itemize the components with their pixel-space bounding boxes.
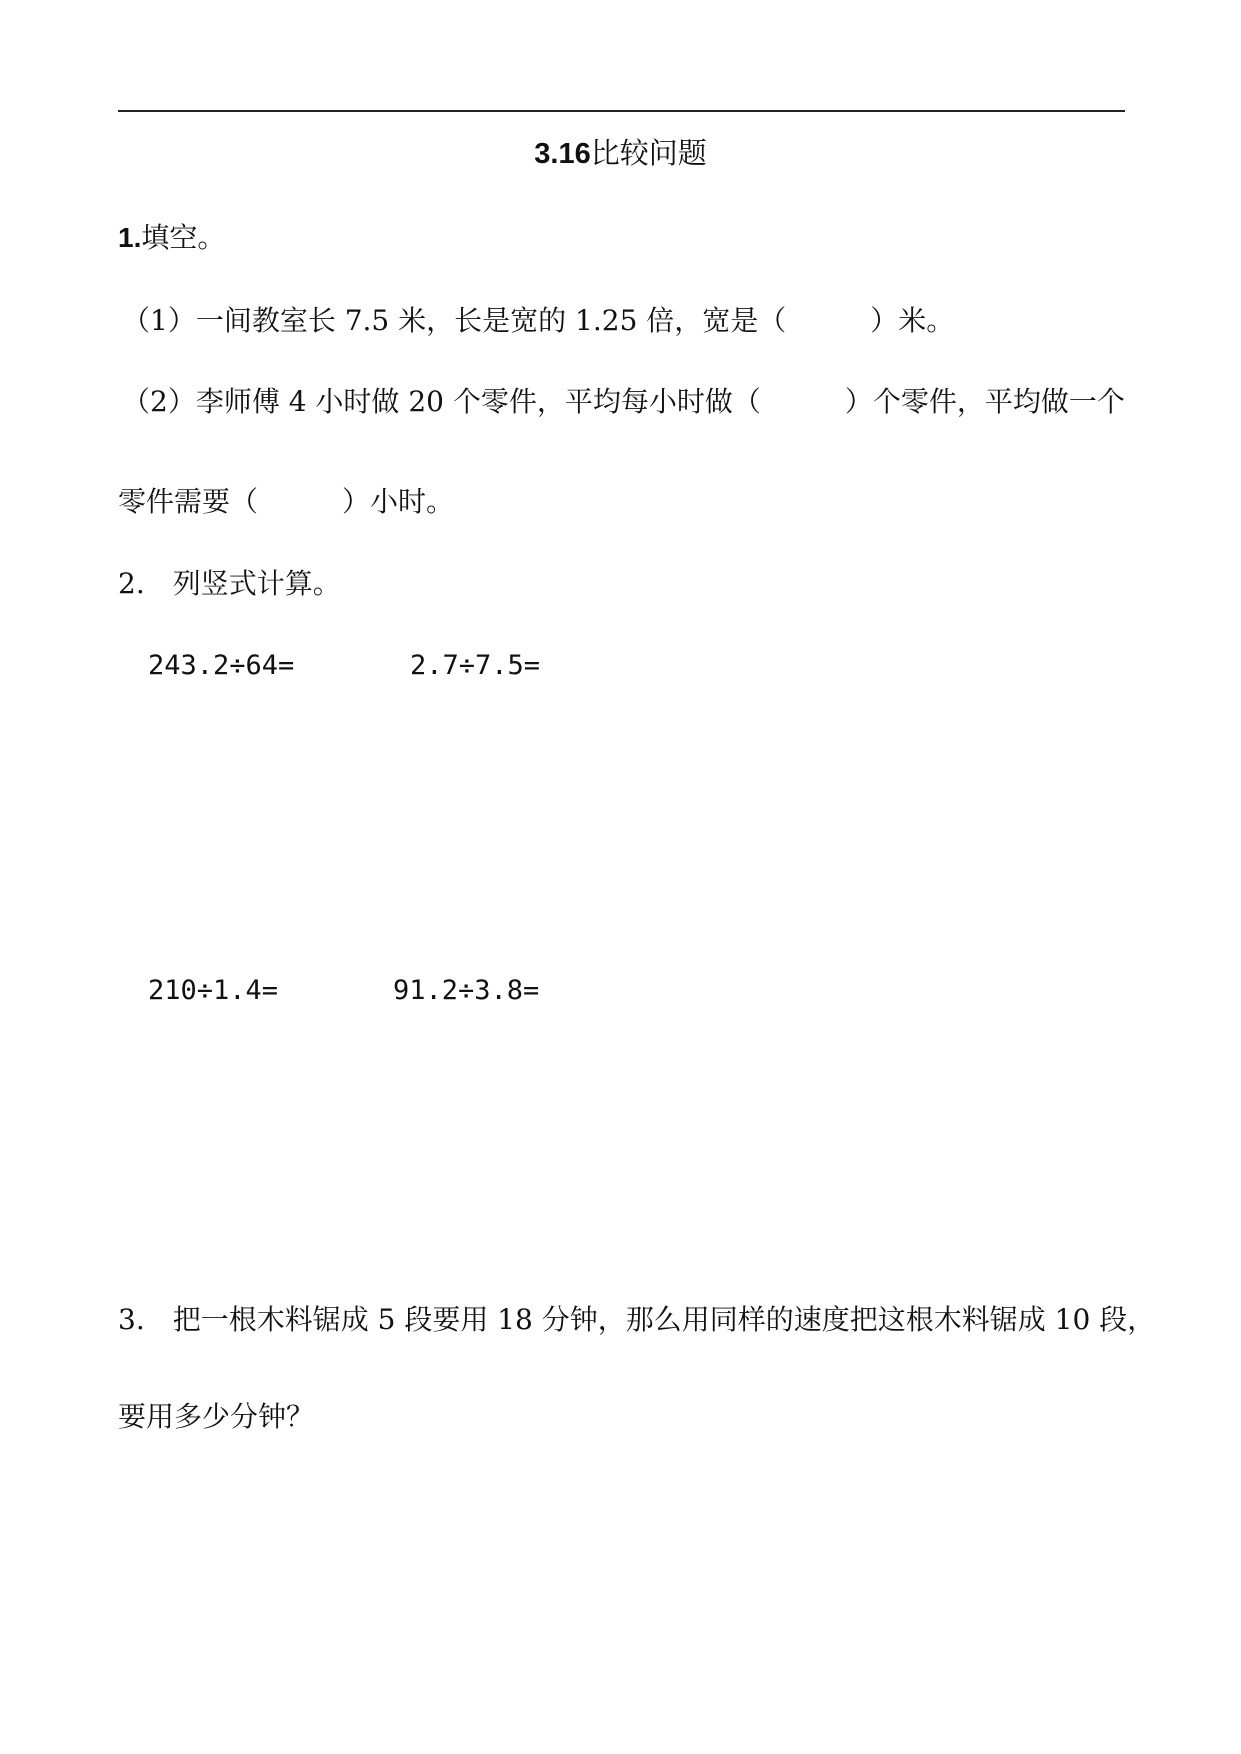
question-1-label: 填空。 xyxy=(141,221,226,254)
calculation-1: 243.2÷64= xyxy=(148,650,295,681)
question-1-heading xyxy=(118,218,225,258)
header-rule xyxy=(118,110,1125,112)
question-1-number: 1. xyxy=(118,222,142,253)
page-title xyxy=(0,133,1241,174)
calculation-2: 2.7÷7.5= xyxy=(410,650,541,681)
calculation-3: 210÷1.4= xyxy=(148,975,279,1006)
question-3-line-2: 要用多少分钟？ xyxy=(118,1400,315,1433)
question-1-item-2-line-2: 零件需要（ ）小时。 xyxy=(118,485,455,518)
question-1-item-2-line-1: （2）李师傅 4 小时做 20 个零件，平均每小时做（ ）个零件，平均做一个 xyxy=(122,385,1125,418)
question-3-line-1: 3. 把一根木料锯成 5 段要用 18 分钟，那么用同样的速度把这根木料锯成 10 段， xyxy=(118,1303,1156,1336)
question-1-item-1: （1）一间教室长 7.5 米，长是宽的 1.25 倍，宽是（ ）米。 xyxy=(122,304,955,337)
question-2-heading: 2. 列竖式计算。 xyxy=(118,567,341,600)
title-text: 比较问题 xyxy=(590,136,707,170)
calculation-4: 91.2÷3.8= xyxy=(393,975,540,1006)
title-number: 3.16 xyxy=(534,138,591,170)
